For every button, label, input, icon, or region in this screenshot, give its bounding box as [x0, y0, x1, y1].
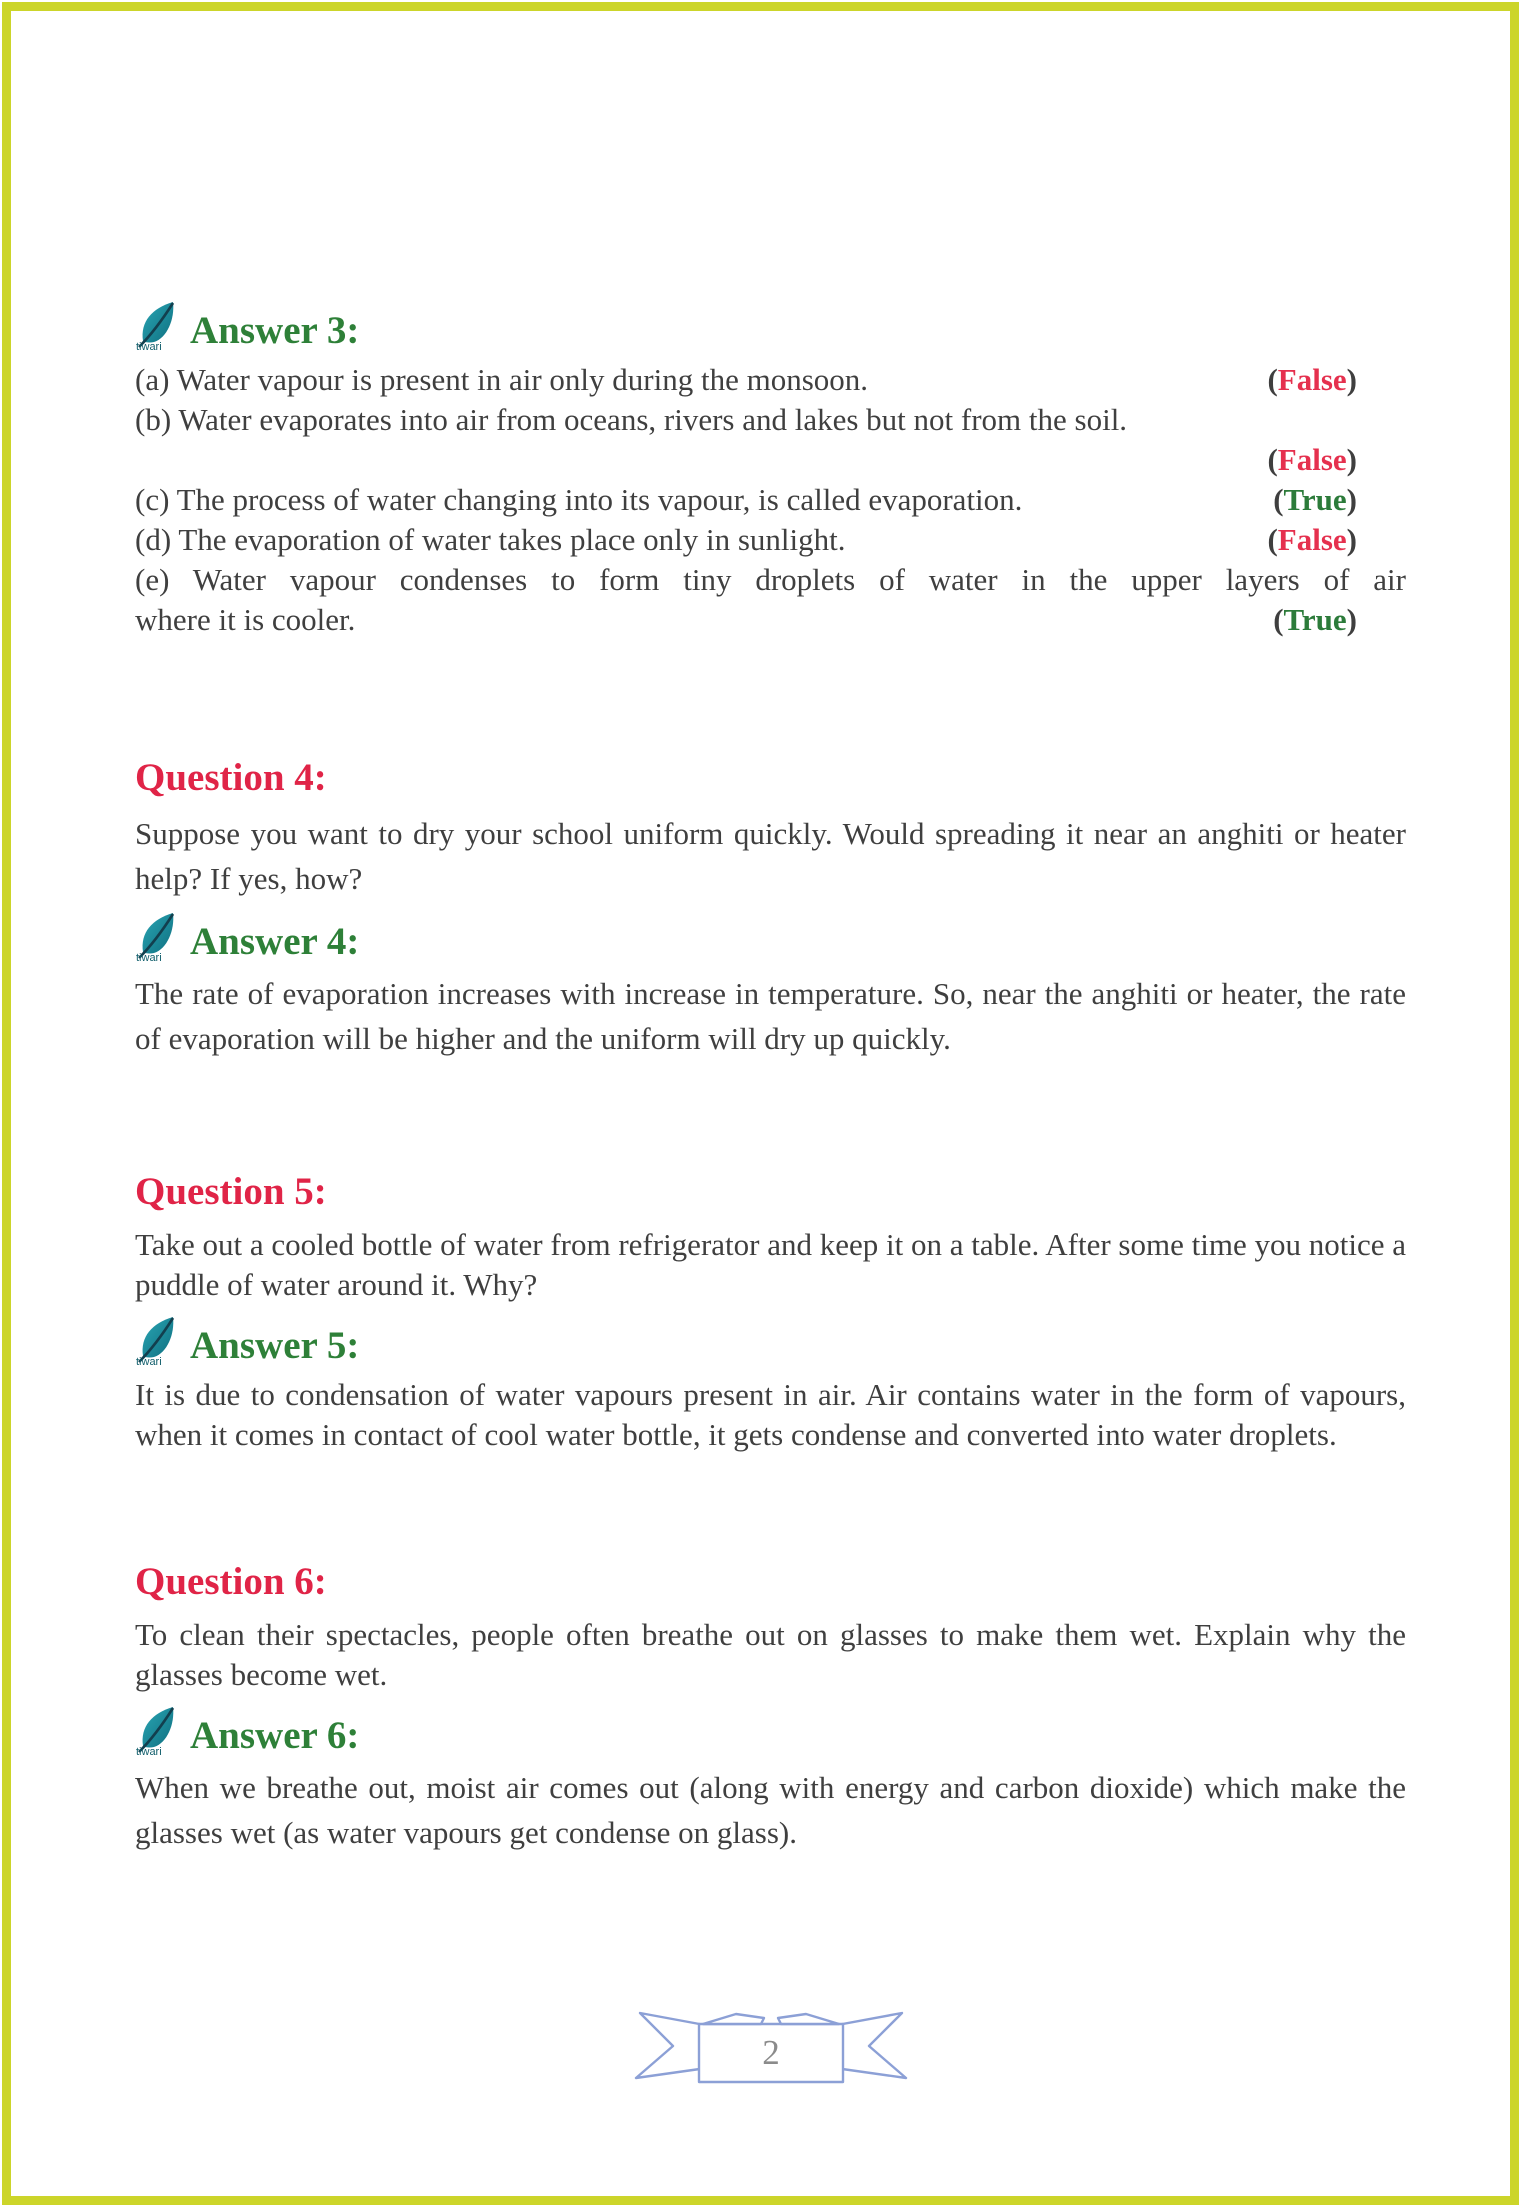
tiwari-wordmark: tiwari	[136, 341, 162, 352]
question-5-label: Question 5:	[135, 1169, 327, 1213]
answer-3-label: Answer 3:	[190, 309, 360, 353]
question-5-section	[135, 1170, 1406, 1456]
statement-text-line2: where it is cooler.	[135, 601, 356, 637]
verdict	[1267, 360, 1406, 400]
list-item-d	[135, 520, 1406, 560]
ribbon-banner-icon	[625, 2004, 917, 2086]
tiwari-leaf-icon	[135, 1705, 181, 1757]
answer-5-heading	[135, 1315, 1406, 1367]
tiwari-leaf-icon	[135, 1315, 181, 1367]
tiwari-wordmark: tiwari	[136, 1746, 162, 1758]
question-5-text: Take out a cooled bottle of water from refrigerator and keep it on a table. After some time you notice a puddle of water around it. Why?	[135, 1226, 1406, 1302]
statement-text: (d) The evaporation of water takes place only in sunlight.	[135, 521, 846, 557]
question-6-label: Question 6:	[135, 1559, 327, 1603]
answer-3-section	[135, 300, 1406, 640]
answer-4-text: The rate of evaporation increases with increase in temperature. So, near the anghiti or heater, the rate of evaporation will be higher and the uniform will dry up quickly.	[135, 976, 1406, 1057]
question-4-label: Question 4:	[135, 755, 327, 799]
paren-open: (	[1273, 481, 1284, 517]
statement-text: (a) Water vapour is present in air only during the monsoon.	[135, 362, 869, 397]
list-item-e	[135, 560, 1406, 640]
verdict-word: True	[1283, 601, 1347, 637]
list-item-c	[135, 480, 1406, 520]
page-number-ribbon	[135, 2004, 1406, 2086]
question-4-text: Suppose you want to dry your school uniform quickly. Would spreading it near an anghiti or heater help? If yes, how?	[135, 815, 1406, 896]
answer-5-label: Answer 5:	[190, 1324, 360, 1368]
statement-text: (b) Water evaporates into air from oceans, rivers and lakes but not from the soil.	[135, 401, 1128, 437]
paren-open: (	[1273, 601, 1284, 637]
list-item-b	[135, 400, 1406, 480]
tiwari-leaf-icon	[135, 300, 181, 352]
verdict-word: False	[1277, 362, 1347, 397]
verdict	[1273, 600, 1406, 640]
paren-close: )	[1346, 441, 1357, 477]
statement-text: (c) The process of water changing into its vapour, is called evaporation.	[135, 481, 1023, 517]
paren-close: )	[1346, 601, 1357, 637]
page-number: 2	[761, 2032, 780, 2072]
tiwari-leaf-icon	[135, 911, 181, 963]
paren-close: )	[1346, 362, 1357, 397]
tiwari-wordmark: tiwari	[136, 1356, 162, 1368]
paren-open: (	[1267, 441, 1278, 477]
true-false-list	[135, 360, 1406, 640]
paren-close: )	[1346, 481, 1357, 517]
verdict-word: True	[1283, 481, 1347, 517]
list-item-a	[135, 360, 1406, 400]
statement-line2-row	[135, 600, 1406, 640]
answer-5-text: It is due to condensation of water vapours present in air. Air contains water in the form of vapours, when it comes in contact of cool water bottle, it gets condense and converted into water droplets.	[135, 1377, 1406, 1453]
verdict	[1273, 480, 1406, 520]
verdict-word: False	[1277, 521, 1347, 557]
paren-close: )	[1346, 521, 1357, 557]
answer-6-text: When we breathe out, moist air comes out (along with energy and carbon dioxide) which make the glasses wet (as water vapours get condense on glass).	[135, 1770, 1406, 1851]
verdict	[1267, 520, 1406, 560]
answer-4-label: Answer 4:	[190, 920, 360, 964]
verdict	[135, 440, 1406, 480]
verdict-word: False	[1277, 441, 1347, 477]
answer-3-heading	[135, 300, 1406, 352]
paren-open: (	[1267, 521, 1278, 557]
paren-open: (	[1267, 362, 1278, 397]
answer-4-heading	[135, 911, 1406, 963]
answer-6-heading	[135, 1705, 1406, 1757]
question-4-section	[135, 756, 1406, 1062]
question-6-text: To clean their spectacles, people often breathe out on glasses to make them wet. Explain why the glasses become wet.	[135, 1616, 1406, 1692]
answer-6-label: Answer 6:	[190, 1714, 360, 1758]
question-6-section	[135, 1560, 1406, 1856]
statement-text-line1: (e) Water vapour condenses to form tiny droplets of water in the upper layers of air	[135, 561, 1406, 597]
tiwari-wordmark: tiwari	[136, 952, 162, 964]
